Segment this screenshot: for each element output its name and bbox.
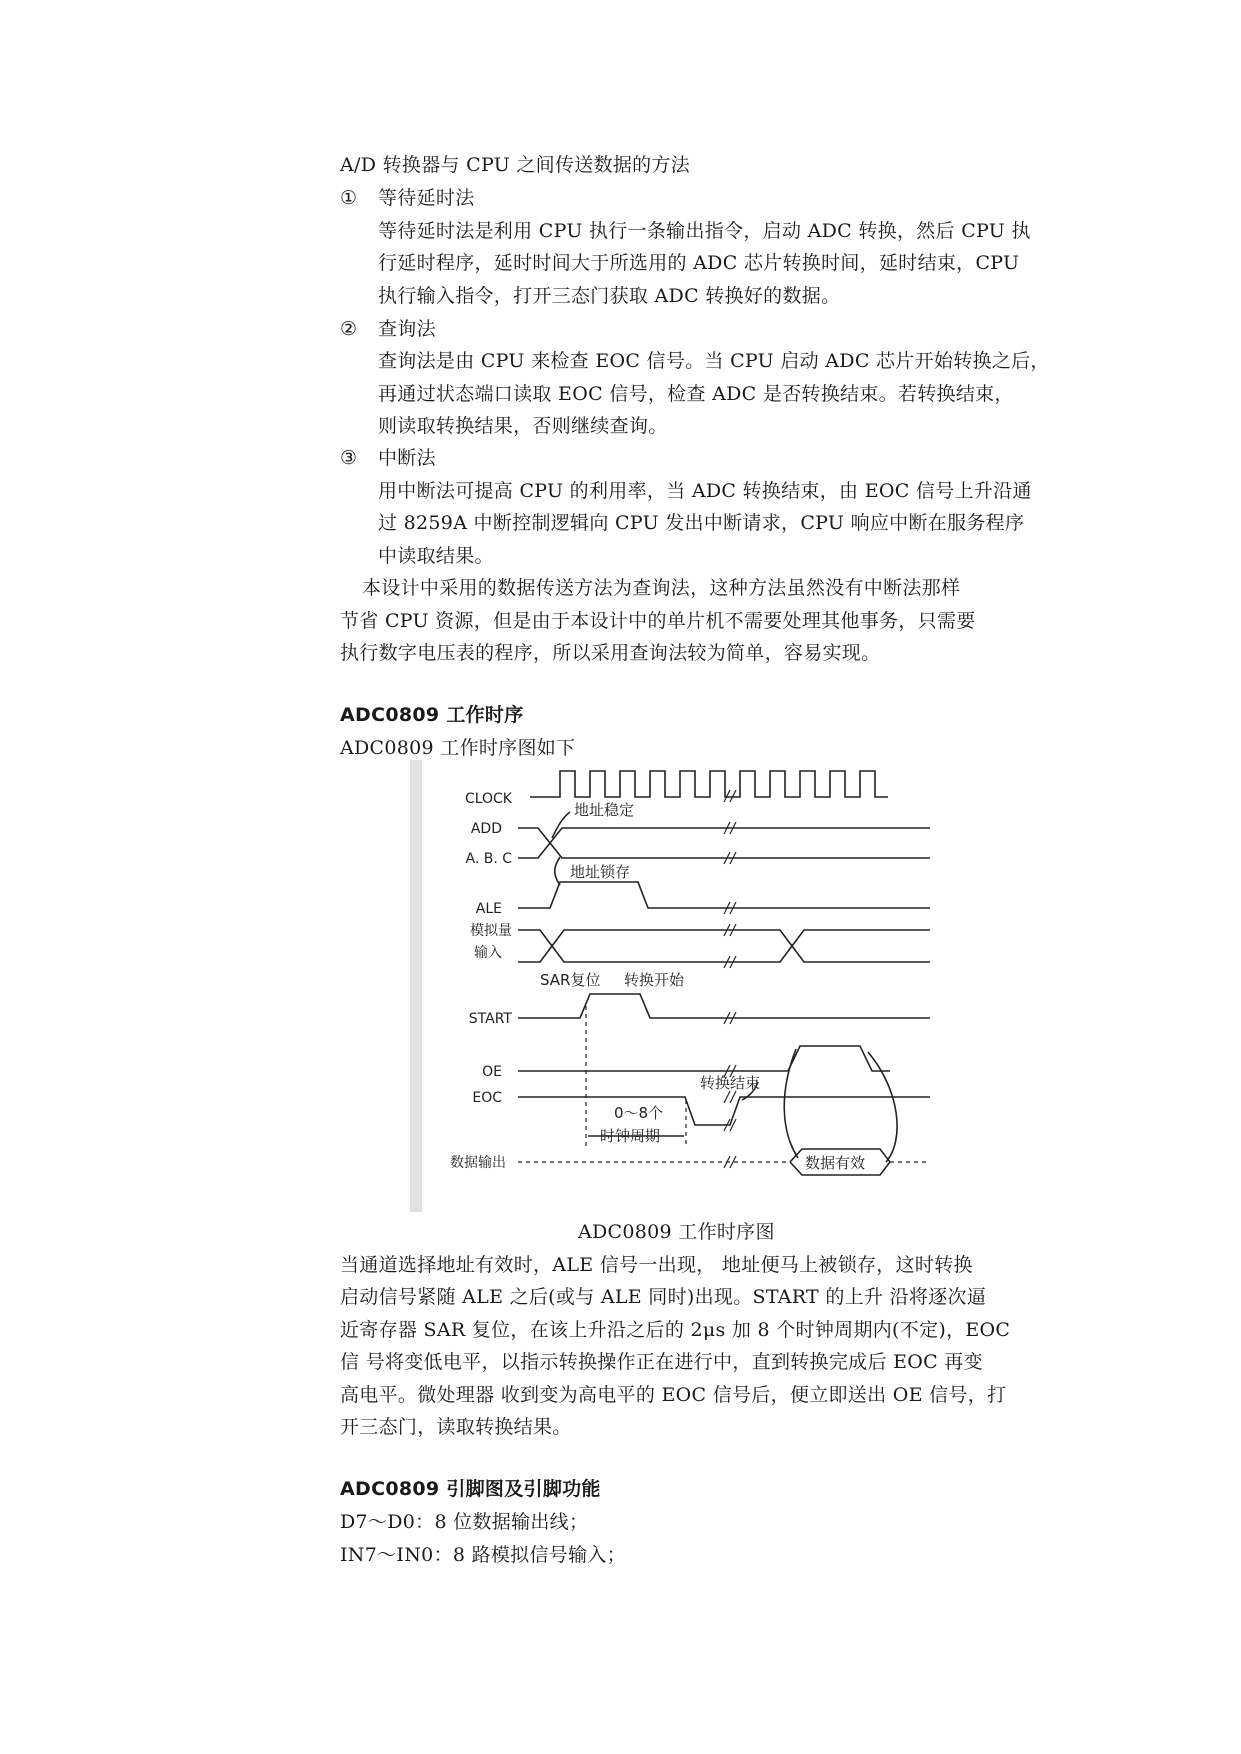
timing-para-line-3: 近寄存器 SAR 复位，在该上升沿之后的 2μs 加 8 个时钟周期内(不定)，EOC [340,1319,1011,1341]
ale-waveform [518,882,930,908]
item-2-marker: ② [340,318,358,340]
pin-heading: ADC0809 引脚图及引脚功能 [340,1478,601,1500]
timing-heading: ADC0809 工作时序 [340,704,524,726]
item-2-line-2: 再通过状态端口读取 EOC 信号，检查 ADC 是否转换结束。若转换结束， [378,383,1014,405]
eoc-to-oe-curve-left [784,1049,798,1158]
eoc-waveform [518,1097,930,1125]
timing-intro: ADC0809 工作时序图如下 [340,737,576,759]
label-start: START [468,1011,512,1027]
label-add: ADD [470,821,502,837]
timing-para-line-5: 高电平。微处理器 收到变为高电平的 EOC 信号后，便立即送出 OE 信号，打 [340,1384,1007,1406]
note-sar-reset: SAR复位 [540,971,601,989]
label-oe: OE [482,1064,502,1080]
item-2-label: 查询法 [378,318,436,340]
addr-latch-arrow [555,857,560,885]
analog-bus-top [518,930,930,946]
item-2-line-3: 则读取转换结果，否则继续查询。 [378,415,668,437]
note-addr-latch: 地址锁存 [570,863,631,881]
diagram-caption: ADC0809 工作时序图 [578,1221,775,1243]
pin-line-2: IN7～IN0：8 路模拟信号输入； [340,1544,626,1566]
note-clock-period: 时钟周期 [600,1127,661,1145]
item-3-line-3: 中读取结果。 [378,545,494,567]
eoc-to-oe-curve-right [868,1052,897,1162]
label-data-output: 数据输出 [450,1155,506,1171]
oe-waveform [518,1046,890,1071]
item-1-label: 等待延时法 [378,187,475,209]
item-1-line-1: 等待延时法是利用 CPU 执行一条输出指令，启动 ADC 转换，然后 CPU 执 [378,220,1031,242]
section-title: A/D 转换器与 CPU 之间传送数据的方法 [340,154,691,176]
label-analog-2: 输入 [474,945,502,961]
item-3-label: 中断法 [378,447,436,469]
item-1-line-3: 执行输入指令，打开三态门获取 ADC 转换好的数据。 [378,285,841,307]
clock-waveform [530,771,888,797]
item-2-line-1: 查询法是由 CPU 来检查 EOC 信号。当 CPU 启动 ADC 芯片开始转换之后， [378,350,1050,372]
note-data-valid: 数据有效 [805,1154,866,1172]
timing-para-line-1: 当通道选择地址有效时，ALE 信号一出现， 地址便马上被锁存，这时转换 [340,1254,973,1276]
item-3-line-2: 过 8259A 中断控制逻辑向 CPU 发出中断请求，CPU 响应中断在服务程序 [378,512,1025,534]
label-eoc: EOC [472,1090,502,1106]
note-clocks: 0～8个 [614,1104,664,1122]
note-addr-stable: 地址稳定 [574,801,635,819]
address-bus-bottom [518,843,930,858]
label-analog-1: 模拟量 [470,923,512,939]
summary-line-1: 本设计中采用的数据传送方法为查询法，这种方法虽然没有中断法那样 [362,577,961,599]
analog-bus-bottom [518,946,930,962]
timing-diagram-svg [410,760,950,1212]
addr-stable-arrow [552,812,570,838]
timing-para-line-4: 信 号将变低电平，以指示转换操作正在进行中，直到转换完成后 EOC 再变 [340,1351,983,1373]
item-1-marker: ① [340,187,358,209]
timing-para-line-2: 启动信号紧随 ALE 之后(或与 ALE 同时)出现。START 的上升 沿将逐次逼 [340,1286,987,1308]
summary-line-2: 节省 CPU 资源，但是由于本设计中的单片机不需要处理其他事务，只需要 [340,610,976,632]
label-ale: ALE [475,901,502,917]
timing-para-line-6: 开三态门，读取转换结果。 [340,1416,572,1438]
start-waveform [518,994,930,1018]
timing-diagram [410,760,950,1212]
label-abc: A. B. C [465,851,512,867]
item-3-marker: ③ [340,447,358,469]
pin-line-1: D7～D0：8 位数据输出线； [340,1511,589,1533]
label-clock: CLOCK [464,791,512,807]
item-1-line-2: 行延时程序，延时时间大于所选用的 ADC 芯片转换时间，延时结束，CPU [378,252,1020,274]
note-conv-end: 转换结束 [700,1074,761,1092]
item-3-line-1: 用中断法可提高 CPU 的利用率，当 ADC 转换结束，由 EOC 信号上升沿通 [378,480,1032,502]
summary-line-3: 执行数字电压表的程序，所以采用查询法较为简单，容易实现。 [340,642,881,664]
address-bus-top [518,828,930,843]
note-conv-start: 转换开始 [624,971,685,989]
